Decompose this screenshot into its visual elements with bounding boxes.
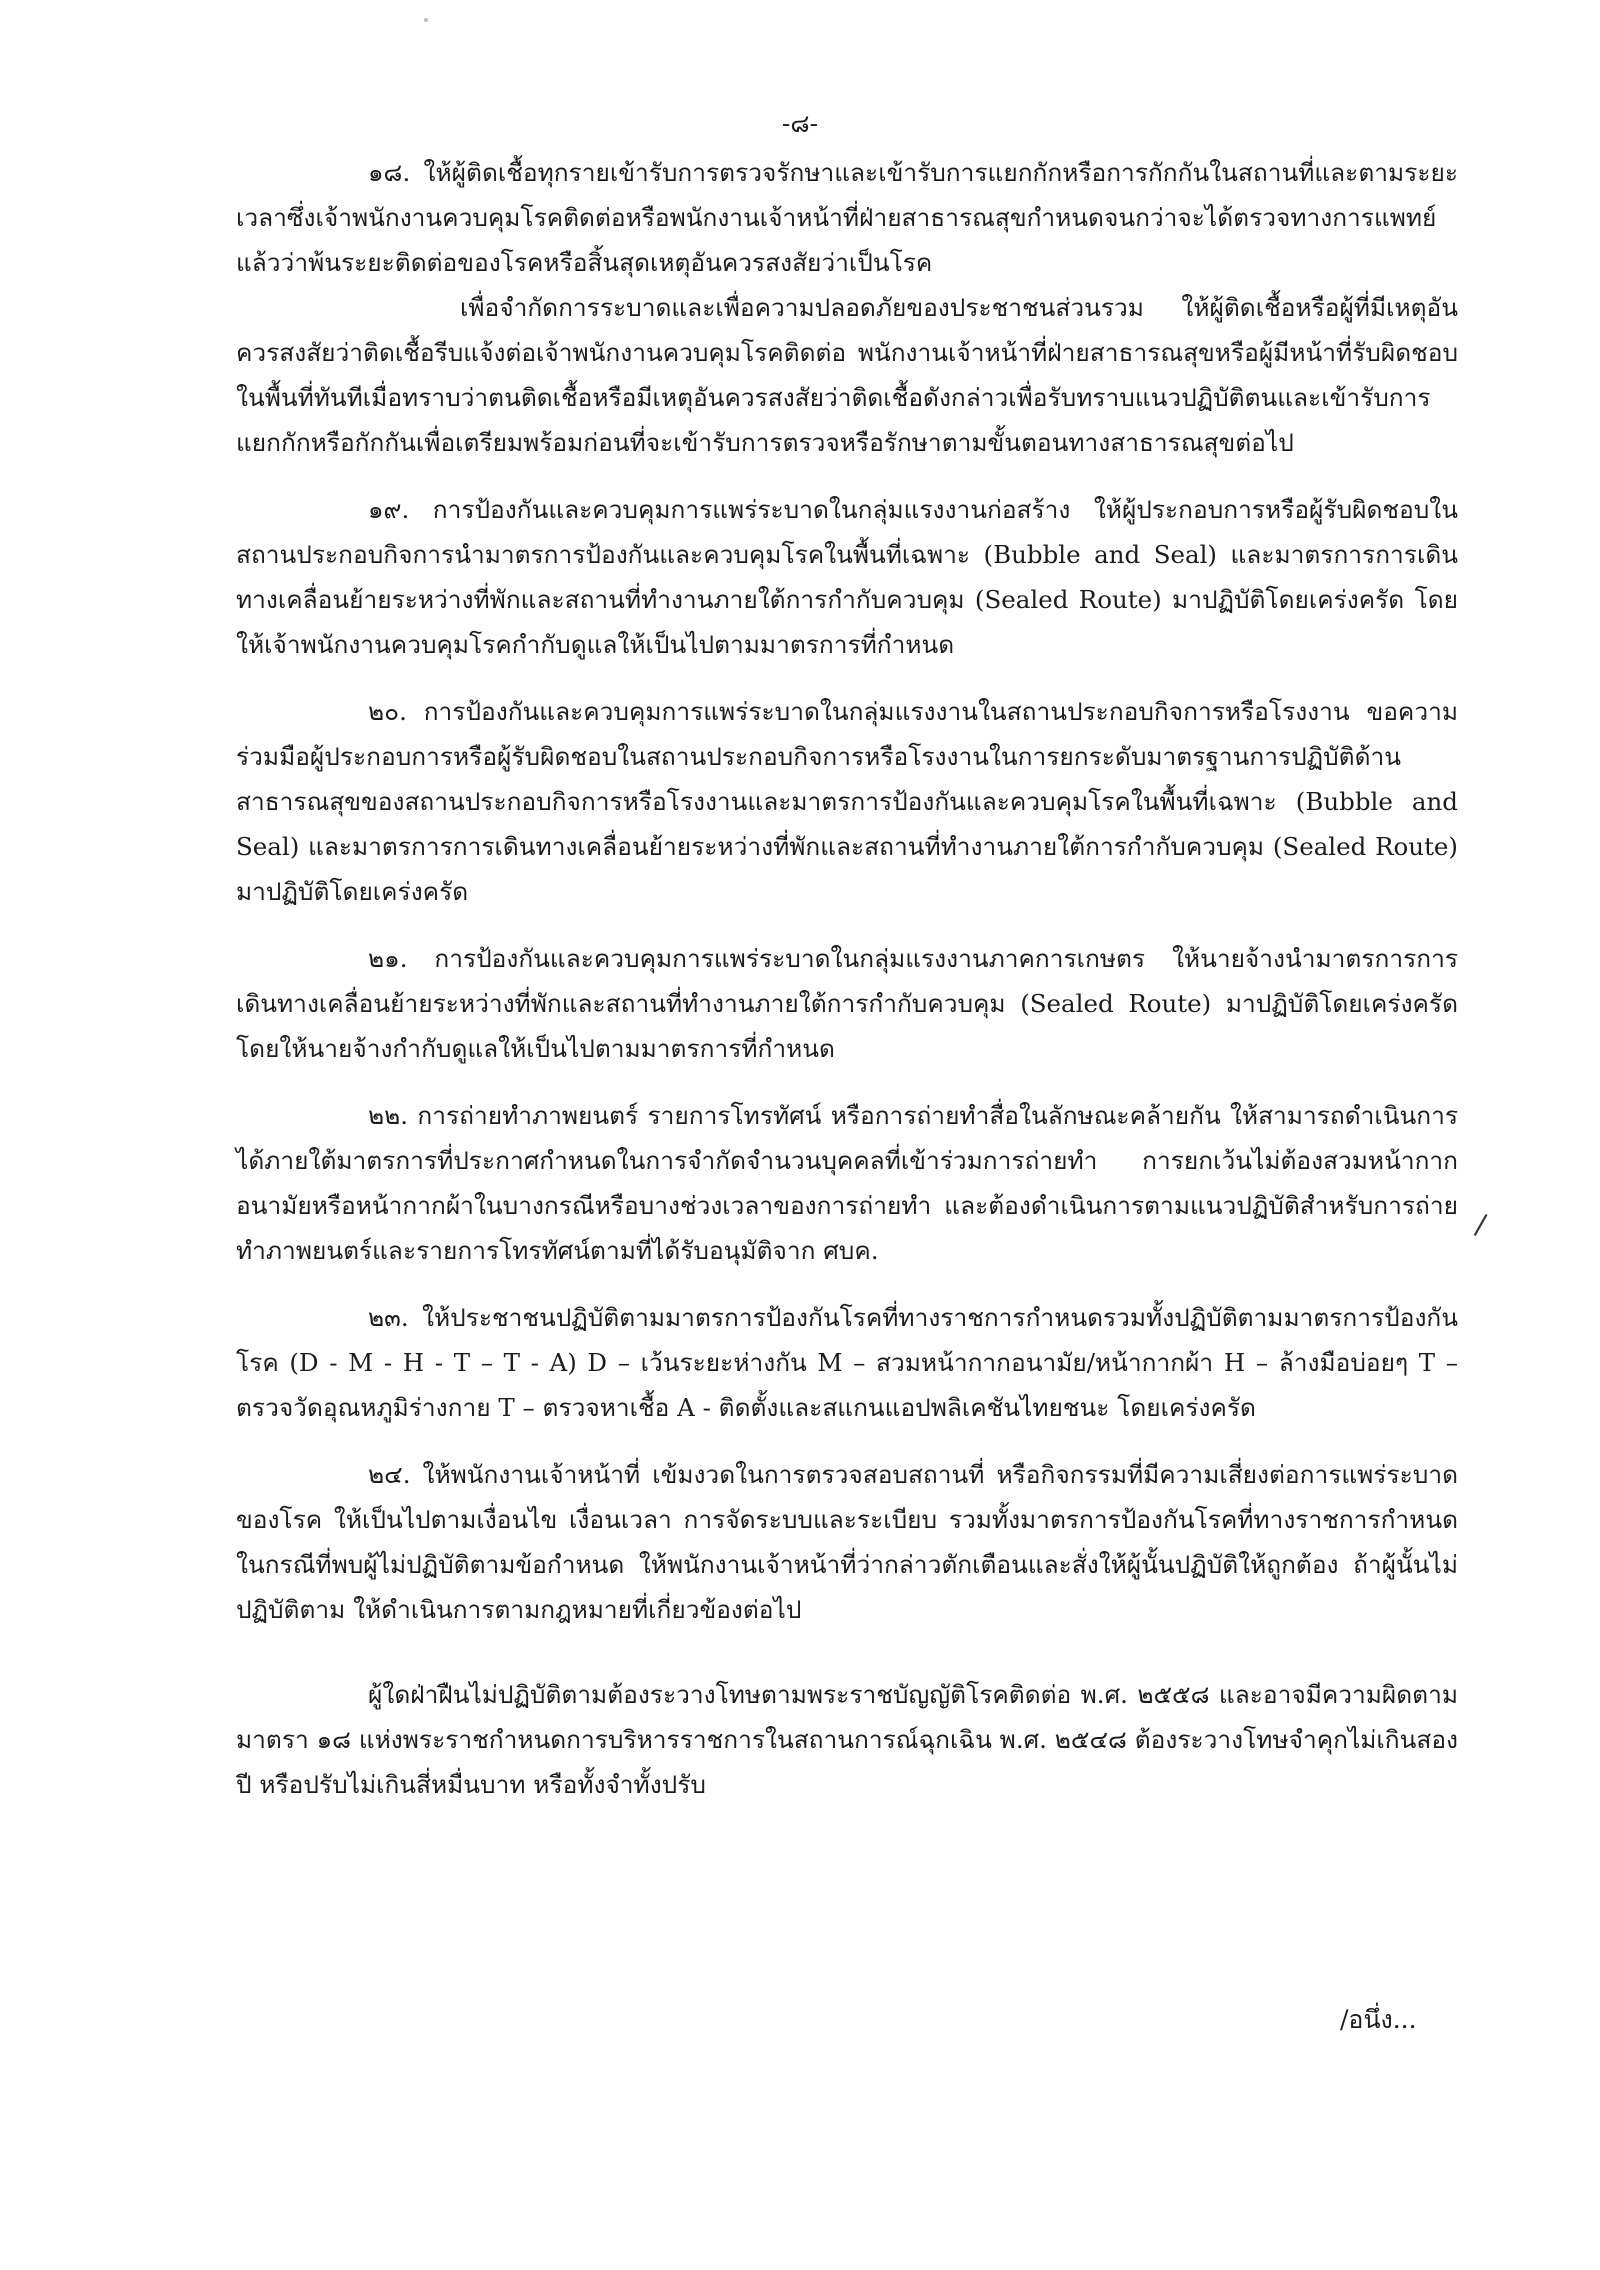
scan-speck <box>424 18 428 22</box>
page-number: -๘- <box>781 109 819 138</box>
paragraph-penalty: ผู้ใดฝ่าฝืนไม่ปฏิบัติตามต้องระวางโทษตามพระราชบัญญัติโรคติดต่อ พ.ศ. ๒๕๕๘ และอาจมีความผิดตามมาตรา ๑๘ แห่งพระราชกำหนดการบริหารราชการในสถานการณ์ฉุกเฉิน พ.ศ. ๒๕๔๘ ต้องระวางโทษจำคุกไม่เกินสองปี หรือปรับไม่เกินสี่หมื่นบาท หรือทั้งจำทั้งปรับ <box>236 1680 1458 1799</box>
paragraph-item-18-notice: เพื่อจำกัดการระบาดและเพื่อความปลอดภัยของประชาชนส่วนรวม ให้ผู้ติดเชื้อหรือผู้ที่มีเหตุอันควรสงสัยว่าติดเชื้อรีบแจ้งต่อเจ้าพนักงานควบคุมโรคติดต่อ พนักงานเจ้าหน้าที่ฝ่ายสาธารณสุขหรือผู้มีหน้าที่รับผิดชอบในพื้นที่ทันทีเมื่อทราบว่าตนติดเชื้อหรือมีเหตุอันควรสงสัยว่าติดเชื้อดังกล่าวเพื่อรับทราบแนวปฏิบัติตนและเข้ารับการแยกกักหรือกักกันเพื่อเตรียมพร้อมก่อนที่จะเข้ารับการตรวจหรือรักษาตามขั้นตอนทางสาธารณสุขต่อไป <box>236 293 1458 457</box>
paragraph-item-19: ๑๙. การป้องกันและควบคุมการแพร่ระบาดในกลุ่มแรงงานก่อสร้าง ให้ผู้ประกอบการหรือผู้รับผิดชอบในสถานประกอบกิจการนำมาตรการป้องกันและควบคุมโรคในพื้นที่เฉพาะ (Bubble and Seal) และมาตรการการเดินทางเคลื่อนย้ายระหว่างที่พักและสถานที่ทำงานภายใต้การกำกับควบคุม (Sealed Route) มาปฏิบัติโดยเคร่งครัด โดยให้เจ้าพนักงานควบคุมโรคกำกับดูแลให้เป็นไปตามมาตรการที่กำหนด <box>236 495 1458 659</box>
document-body <box>236 150 1458 1807</box>
continuation-marker: /อนึ่ง... <box>1340 2005 1417 2034</box>
paragraph-item-23: ๒๓. ให้ประชาชนปฏิบัติตามมาตรการป้องกันโรคที่ทางราชการกำหนดรวมทั้งปฏิบัติตามมาตรการป้องกันโรค (D - M - H - T – T - A) D – เว้นระยะห่างกัน M – สวมหน้ากากอนามัย/หน้ากากผ้า H – ล้างมือบ่อยๆ T – ตรวจวัดอุณหภูมิร่างกาย T – ตรวจหาเชื้อ A - ติดตั้งและสแกนแอปพลิเคชันไทยชนะ โดยเคร่งครัด <box>236 1303 1458 1422</box>
margin-pen-mark: / <box>1472 1207 1489 1242</box>
paragraph-item-24: ๒๔. ให้พนักงานเจ้าหน้าที่ เข้มงวดในการตรวจสอบสถานที่ หรือกิจกรรมที่มีความเสี่ยงต่อการแพร่ระบาดของโรค ให้เป็นไปตามเงื่อนไข เงื่อนเวลา การจัดระบบและระเบียบ รวมทั้งมาตรการป้องกันโรคที่ทางราชการกำหนด ในกรณีที่พบผู้ไม่ปฏิบัติตามข้อกำหนด ให้พนักงานเจ้าหน้าที่ว่ากล่าวตักเตือนและสั่งให้ผู้นั้นปฏิบัติให้ถูกต้อง ถ้าผู้นั้นไม่ปฏิบัติตาม ให้ดำเนินการตามกฎหมายที่เกี่ยวข้องต่อไป <box>236 1460 1458 1624</box>
paragraph-item-22: ๒๒. การถ่ายทำภาพยนตร์ รายการโทรทัศน์ หรือการถ่ายทำสื่อในลักษณะคล้ายกัน ให้สามารถดำเนินการได้ภายใต้มาตรการที่ประกาศกำหนดในการจำกัดจำนวนบุคคลที่เข้าร่วมการถ่ายทำ การยกเว้นไม่ต้องสวมหน้ากากอนามัยหรือหน้ากากผ้าในบางกรณีหรือบางช่วงเวลาของการถ่ายทำ และต้องดำเนินการตามแนวปฏิบัติสำหรับการถ่ายทำภาพยนตร์และรายการโทรทัศน์ตามที่ได้รับอนุมัติจาก ศบค. <box>236 1101 1458 1265</box>
paragraph-item-18: ๑๘. ให้ผู้ติดเชื้อทุกรายเข้ารับการตรวจรักษาและเข้ารับการแยกกักหรือการกักกันในสถานที่และตามระยะเวลาซึ่งเจ้าพนักงานควบคุมโรคติดต่อหรือพนักงานเจ้าหน้าที่ฝ่ายสาธารณสุขกำหนดจนกว่าจะได้ตรวจทางการแพทย์แล้วว่าพ้นระยะติดต่อของโรคหรือสิ้นสุดเหตุอันควรสงสัยว่าเป็นโรค <box>236 158 1458 277</box>
paragraph-item-21: ๒๑. การป้องกันและควบคุมการแพร่ระบาดในกลุ่มแรงงานภาคการเกษตร ให้นายจ้างนำมาตรการการเดินทางเคลื่อนย้ายระหว่างที่พักและสถานที่ทำงานภายใต้การกำกับควบคุม (Sealed Route) มาปฏิบัติโดยเคร่งครัด โดยให้นายจ้างกำกับดูแลให้เป็นไปตามมาตรการที่กำหนด <box>236 944 1458 1063</box>
paragraph-item-20: ๒๐. การป้องกันและควบคุมการแพร่ระบาดในกลุ่มแรงงานในสถานประกอบกิจการหรือโรงงาน ขอความร่วมมือผู้ประกอบการหรือผู้รับผิดชอบในสถานประกอบกิจการหรือโรงงานในการยกระดับมาตรฐานการปฏิบัติด้านสาธารณสุขของสถานประกอบกิจการหรือโรงงานและมาตรการป้องกันและควบคุมโรคในพื้นที่เฉพาะ (Bubble and Seal) และมาตรการการเดินทางเคลื่อนย้ายระหว่างที่พักและสถานที่ทำงานภายใต้การกำกับควบคุม (Sealed Route) มาปฏิบัติโดยเคร่งครัด <box>236 697 1458 906</box>
